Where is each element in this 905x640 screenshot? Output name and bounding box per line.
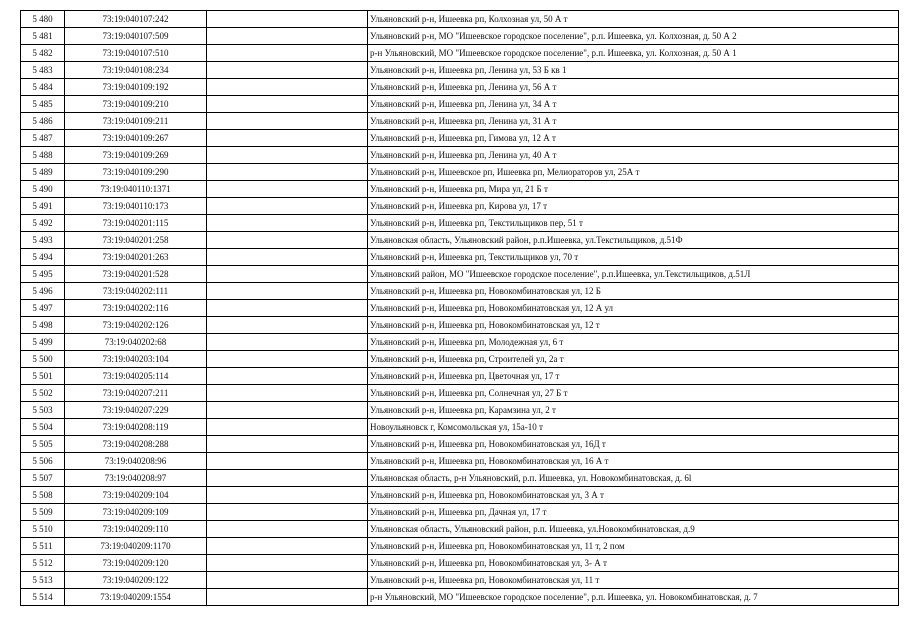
cadastral-number: 73:19:040107:510 xyxy=(65,45,207,62)
empty-cell xyxy=(207,589,368,606)
row-number: 5 501 xyxy=(21,368,65,385)
address-cell: Ульяновский р-н, Ишеевка рп, Новокомбинатовская ул, 11 т, 2 пом xyxy=(368,538,899,555)
cadastral-number: 73:19:040109:290 xyxy=(65,164,207,181)
row-number: 5 480 xyxy=(21,11,65,28)
cadastral-number: 73:19:040201:263 xyxy=(65,249,207,266)
empty-cell xyxy=(207,113,368,130)
address-cell: Ульяновская область, Ульяновский район, р.п. Ишеевка, ул.Новокомбинатовская, д.9 xyxy=(368,521,899,538)
row-number: 5 498 xyxy=(21,317,65,334)
records-table xyxy=(20,10,899,606)
address-cell: Ульяновский р-н, Ишеевка рп, Ленина ул, 34 А т xyxy=(368,96,899,113)
row-number: 5 490 xyxy=(21,181,65,198)
table-row xyxy=(21,62,899,79)
cadastral-number: 73:19:040202:126 xyxy=(65,317,207,334)
table-row xyxy=(21,198,899,215)
address-cell: Ульяновский р-н, Ишеевка рп, Карамзина ул, 2 т xyxy=(368,402,899,419)
empty-cell xyxy=(207,572,368,589)
table-row xyxy=(21,283,899,300)
empty-cell xyxy=(207,96,368,113)
table-row xyxy=(21,215,899,232)
row-number: 5 495 xyxy=(21,266,65,283)
empty-cell xyxy=(207,79,368,96)
row-number: 5 513 xyxy=(21,572,65,589)
row-number: 5 511 xyxy=(21,538,65,555)
empty-cell xyxy=(207,266,368,283)
cadastral-number: 73:19:040208:97 xyxy=(65,470,207,487)
table-row xyxy=(21,300,899,317)
cadastral-number: 73:19:040209:120 xyxy=(65,555,207,572)
cadastral-number: 73:19:040110:1371 xyxy=(65,181,207,198)
row-number: 5 496 xyxy=(21,283,65,300)
cadastral-number: 73:19:040202:68 xyxy=(65,334,207,351)
row-number: 5 484 xyxy=(21,79,65,96)
empty-cell xyxy=(207,283,368,300)
empty-cell xyxy=(207,521,368,538)
empty-cell xyxy=(207,11,368,28)
cadastral-number: 73:19:040203:104 xyxy=(65,351,207,368)
table-row xyxy=(21,45,899,62)
empty-cell xyxy=(207,436,368,453)
cadastral-number: 73:19:040208:288 xyxy=(65,436,207,453)
row-number: 5 488 xyxy=(21,147,65,164)
table-row xyxy=(21,419,899,436)
table-row xyxy=(21,164,899,181)
empty-cell xyxy=(207,232,368,249)
address-cell: Ульяновский р-н, Ишеевка рп, Гимова ул, 12 А т xyxy=(368,130,899,147)
empty-cell xyxy=(207,385,368,402)
cadastral-number: 73:19:040209:1170 xyxy=(65,538,207,555)
table-row xyxy=(21,334,899,351)
cadastral-number: 73:19:040208:96 xyxy=(65,453,207,470)
empty-cell xyxy=(207,300,368,317)
table-row xyxy=(21,351,899,368)
cadastral-number: 73:19:040201:258 xyxy=(65,232,207,249)
row-number: 5 485 xyxy=(21,96,65,113)
address-cell: Ульяновский р-н, Ишеевка рп, Ленина ул, 40 А т xyxy=(368,147,899,164)
empty-cell xyxy=(207,487,368,504)
address-cell: Ульяновский р-н, Ишеевка рп, Ленина ул, 53 Б кв 1 xyxy=(368,62,899,79)
row-number: 5 492 xyxy=(21,215,65,232)
table-row xyxy=(21,232,899,249)
row-number: 5 502 xyxy=(21,385,65,402)
cadastral-number: 73:19:040109:211 xyxy=(65,113,207,130)
empty-cell xyxy=(207,334,368,351)
table-row xyxy=(21,436,899,453)
address-cell: Ульяновский р-н, Ишеевка рп, Новокомбинатовская ул, 3 А т xyxy=(368,487,899,504)
address-cell: Ульяновская область, р-н Ульяновский, р.п. Ишеевка, ул. Новокомбинатовская, д. 6l xyxy=(368,470,899,487)
table-row xyxy=(21,113,899,130)
empty-cell xyxy=(207,453,368,470)
address-cell: Ульяновская область, Ульяновский район, р.п.Ишеевка, ул.Текстильщиков, д.51Ф xyxy=(368,232,899,249)
empty-cell xyxy=(207,198,368,215)
cadastral-number: 73:19:040209:1554 xyxy=(65,589,207,606)
table-row xyxy=(21,79,899,96)
address-cell: Ульяновский р-н, Ишеевка рп, Строителей ул, 2а т xyxy=(368,351,899,368)
row-number: 5 497 xyxy=(21,300,65,317)
table-row xyxy=(21,96,899,113)
empty-cell xyxy=(207,249,368,266)
empty-cell xyxy=(207,45,368,62)
row-number: 5 503 xyxy=(21,402,65,419)
empty-cell xyxy=(207,215,368,232)
cadastral-number: 73:19:040109:210 xyxy=(65,96,207,113)
row-number: 5 481 xyxy=(21,28,65,45)
row-number: 5 506 xyxy=(21,453,65,470)
cadastral-number: 73:19:040107:242 xyxy=(65,11,207,28)
address-cell: Ульяновский р-н, Ишеевка рп, Новокомбинатовская ул, 11 т xyxy=(368,572,899,589)
empty-cell xyxy=(207,470,368,487)
cadastral-number: 73:19:040202:111 xyxy=(65,283,207,300)
table-row xyxy=(21,147,899,164)
row-number: 5 494 xyxy=(21,249,65,266)
empty-cell xyxy=(207,317,368,334)
address-cell: Ульяновский р-н, Ишеевка рп, Новокомбинатовская ул, 16Д т xyxy=(368,436,899,453)
empty-cell xyxy=(207,147,368,164)
table-row xyxy=(21,521,899,538)
row-number: 5 509 xyxy=(21,504,65,521)
table-row xyxy=(21,470,899,487)
cadastral-number: 73:19:040201:115 xyxy=(65,215,207,232)
cadastral-number: 73:19:040202:116 xyxy=(65,300,207,317)
address-cell: Ульяновский р-н, МО "Ишеевское городское поселение", р.п. Ишеевка, ул. Колхозная, д. 50 А 2 xyxy=(368,28,899,45)
address-cell: Ульяновский р-н, Ишеевка рп, Кирова ул, 17 т xyxy=(368,198,899,215)
row-number: 5 512 xyxy=(21,555,65,572)
cadastral-number: 73:19:040209:110 xyxy=(65,521,207,538)
cadastral-number: 73:19:040207:211 xyxy=(65,385,207,402)
table-row xyxy=(21,317,899,334)
row-number: 5 483 xyxy=(21,62,65,79)
row-number: 5 482 xyxy=(21,45,65,62)
address-cell: Ульяновский р-н, Ишеевка рп, Солнечная ул, 27 Б т xyxy=(368,385,899,402)
empty-cell xyxy=(207,181,368,198)
address-cell: р-н Ульяновский, МО "Ишеевское городское поселение", р.п. Ишеевка, ул. Новокомбинатовская, д. 7 xyxy=(368,589,899,606)
empty-cell xyxy=(207,28,368,45)
cadastral-number: 73:19:040110:173 xyxy=(65,198,207,215)
row-number: 5 505 xyxy=(21,436,65,453)
cadastral-number: 73:19:040207:229 xyxy=(65,402,207,419)
table-row xyxy=(21,28,899,45)
address-cell: Ульяновский р-н, Ишеевка рп, Новокомбинатовская ул, 12 А ул xyxy=(368,300,899,317)
table-row xyxy=(21,249,899,266)
empty-cell xyxy=(207,419,368,436)
table-row xyxy=(21,538,899,555)
row-number: 5 514 xyxy=(21,589,65,606)
cadastral-number: 73:19:040109:269 xyxy=(65,147,207,164)
row-number: 5 487 xyxy=(21,130,65,147)
table-row xyxy=(21,385,899,402)
empty-cell xyxy=(207,402,368,419)
address-cell: Ульяновский р-н, Ишеевка рп, Колхозная ул, 50 А т xyxy=(368,11,899,28)
empty-cell xyxy=(207,164,368,181)
row-number: 5 510 xyxy=(21,521,65,538)
cadastral-number: 73:19:040209:122 xyxy=(65,572,207,589)
row-number: 5 499 xyxy=(21,334,65,351)
table-row xyxy=(21,453,899,470)
cadastral-number: 73:19:040109:267 xyxy=(65,130,207,147)
empty-cell xyxy=(207,555,368,572)
table-row xyxy=(21,487,899,504)
address-cell: Новоульяновск г, Комсомольская ул, 15а-10 т xyxy=(368,419,899,436)
address-cell: Ульяновский р-н, Ишеевка рп, Текстильщиков ул, 70 т xyxy=(368,249,899,266)
address-cell: Ульяновский р-н, Ишеевка рп, Ленина ул, 31 А т xyxy=(368,113,899,130)
address-cell: Ульяновский р-н, Ишеевка рп, Цветочная ул, 17 т xyxy=(368,368,899,385)
table-row xyxy=(21,555,899,572)
address-cell: Ульяновский р-н, Ишеевка рп, Молодежная ул, 6 т xyxy=(368,334,899,351)
row-number: 5 507 xyxy=(21,470,65,487)
address-cell: р-н Ульяновский, МО "Ишеевское городское поселение", р.п. Ишеевка, ул. Колхозная, д. 50 А 1 xyxy=(368,45,899,62)
address-cell: Ульяновский р-н, Ишеевка рп, Новокомбинатовская ул, 16 А т xyxy=(368,453,899,470)
row-number: 5 504 xyxy=(21,419,65,436)
address-cell: Ульяновский р-н, Ишеевское рп, Ишеевка рп, Мелиораторов ул, 25А т xyxy=(368,164,899,181)
row-number: 5 491 xyxy=(21,198,65,215)
cadastral-number: 73:19:040201:528 xyxy=(65,266,207,283)
cadastral-number: 73:19:040205:114 xyxy=(65,368,207,385)
empty-cell xyxy=(207,368,368,385)
address-cell: Ульяновский район, МО "Ишеевское городское поселение", р.п.Ишеевка, ул.Текстильщиков, д.51Л xyxy=(368,266,899,283)
address-cell: Ульяновский р-н, Ишеевка рп, Дачная ул, 17 т xyxy=(368,504,899,521)
table-row xyxy=(21,181,899,198)
table-row xyxy=(21,266,899,283)
table-row xyxy=(21,402,899,419)
table-row xyxy=(21,368,899,385)
table-row xyxy=(21,572,899,589)
address-cell: Ульяновский р-н, Ишеевка рп, Ленина ул, 56 А т xyxy=(368,79,899,96)
address-cell: Ульяновский р-н, Ишеевка рп, Новокомбинатовская ул, 3- А т xyxy=(368,555,899,572)
address-cell: Ульяновский р-н, Ишеевка рп, Новокомбинатовская ул, 12 т xyxy=(368,317,899,334)
address-cell: Ульяновский р-н, Ишеевка рп, Новокомбинатовская ул, 12 Б xyxy=(368,283,899,300)
row-number: 5 489 xyxy=(21,164,65,181)
cadastral-number: 73:19:040209:109 xyxy=(65,504,207,521)
empty-cell xyxy=(207,62,368,79)
empty-cell xyxy=(207,538,368,555)
row-number: 5 500 xyxy=(21,351,65,368)
cadastral-number: 73:19:040107:509 xyxy=(65,28,207,45)
table-row xyxy=(21,589,899,606)
row-number: 5 486 xyxy=(21,113,65,130)
row-number: 5 493 xyxy=(21,232,65,249)
empty-cell xyxy=(207,130,368,147)
table-row xyxy=(21,130,899,147)
address-cell: Ульяновский р-н, Ишеевка рп, Мира ул, 21 Б т xyxy=(368,181,899,198)
cadastral-number: 73:19:040108:234 xyxy=(65,62,207,79)
cadastral-number: 73:19:040209:104 xyxy=(65,487,207,504)
cadastral-number: 73:19:040208:119 xyxy=(65,419,207,436)
table-row xyxy=(21,11,899,28)
cadastral-number: 73:19:040109:192 xyxy=(65,79,207,96)
address-cell: Ульяновский р-н, Ишеевка рп, Текстильщиков пер, 51 т xyxy=(368,215,899,232)
empty-cell xyxy=(207,504,368,521)
row-number: 5 508 xyxy=(21,487,65,504)
table-row xyxy=(21,504,899,521)
table-body xyxy=(21,11,899,606)
empty-cell xyxy=(207,351,368,368)
